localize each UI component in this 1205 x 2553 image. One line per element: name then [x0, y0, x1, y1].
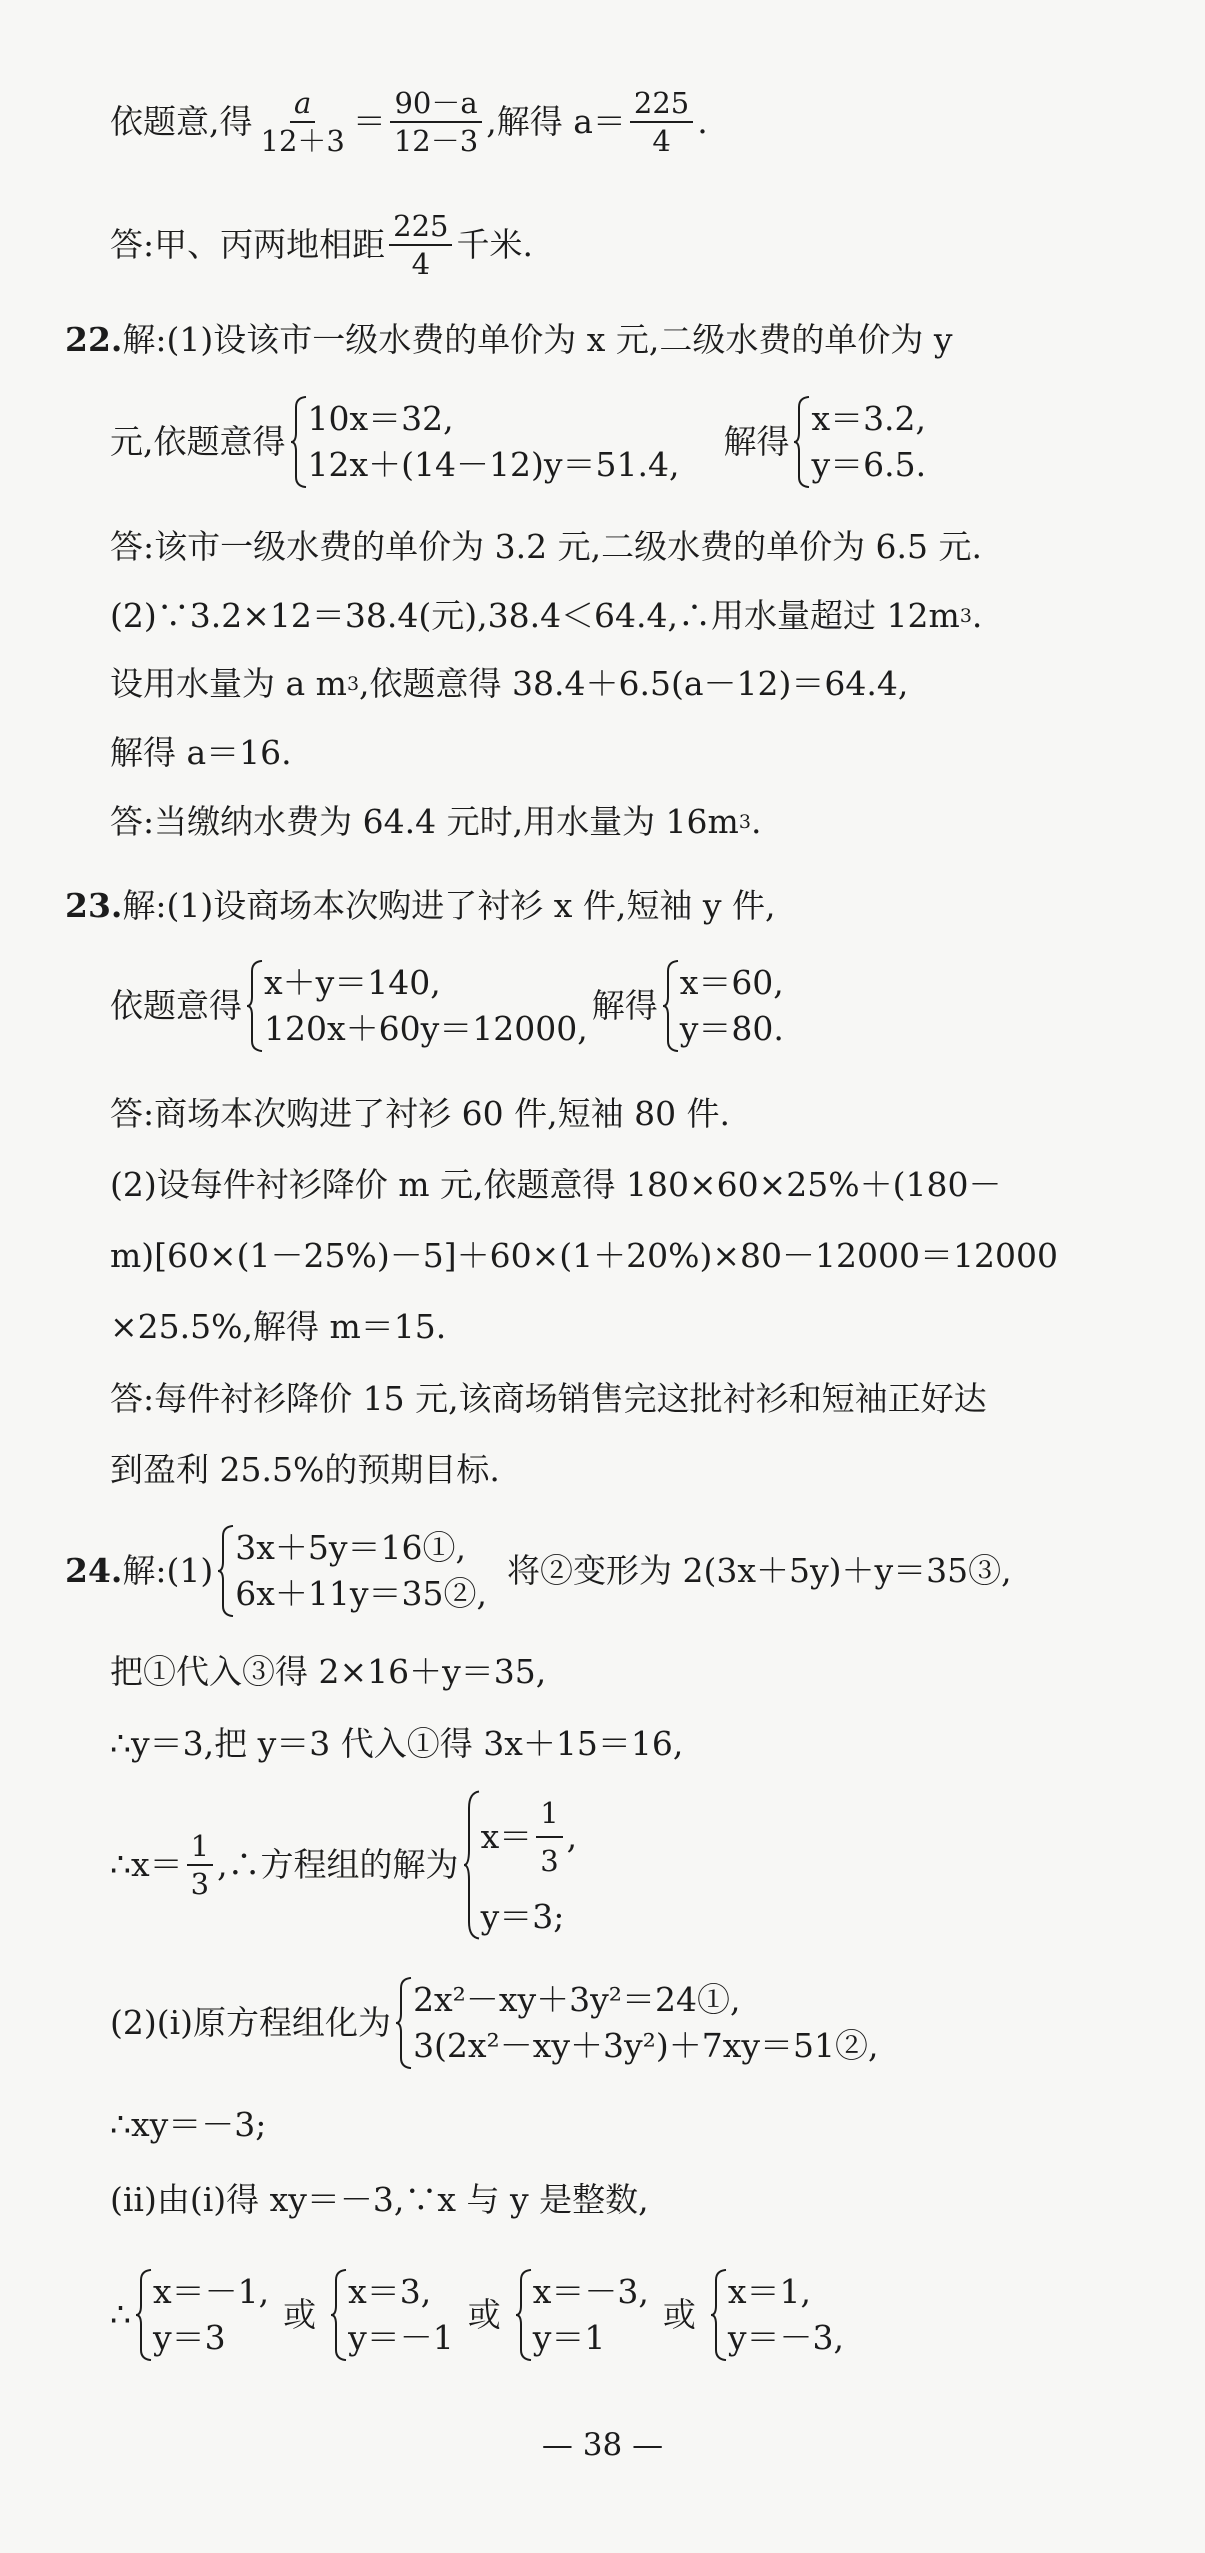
q23-heading: 23. 解:(1)设商场本次购进了衬衫 x 件,短袖 y 件,: [65, 884, 775, 928]
brace-icon: [662, 960, 680, 1052]
q22-line-2: [110, 396, 930, 488]
equation-system: 10x＝32, 12x＋(14－12)y＝51.4,: [290, 396, 680, 488]
question-number: 24.: [65, 1551, 123, 1590]
equation-system: x＝－1, y＝3: [135, 2269, 269, 2361]
text: 元,依题意得: [110, 422, 286, 461]
q23-line-3: 答:商场本次购进了衬衫 60 件,短袖 80 件.: [110, 1094, 731, 1133]
brace-icon: [290, 396, 308, 488]
fraction: $\frac{1}{3}$: [187, 1828, 213, 1902]
q22-line-3: 答:该市一级水费的单价为 3.2 元,二级水费的单价为 6.5 元.: [110, 527, 983, 566]
page-number: — 38 —: [541, 2427, 664, 2463]
equation-system: 2x²－xy＋3y²＝24①, 3(2x²－xy＋3y²)＋7xy＝51②,: [395, 1977, 878, 2069]
text: 答:甲、丙两地相距: [110, 225, 386, 264]
text: ＝: [352, 102, 386, 141]
brace-icon: [395, 1977, 413, 2069]
brace-icon: [135, 2269, 153, 2361]
equation-system: 3x＋5y＝16①, 6x＋11y＝35②,: [217, 1525, 487, 1617]
q22-line-6: 解得 a＝16.: [110, 733, 292, 772]
equation-system: x＝60, y＝80.: [662, 960, 784, 1052]
fraction: $\frac{90-a}{12-3}$: [390, 85, 482, 159]
brace-icon: [793, 396, 811, 488]
fraction: $\frac{225}{4}$: [389, 208, 452, 282]
text: ,解得 a＝: [486, 102, 626, 141]
q24-line-7: (ii)由(i)得 xy＝－3,∵x 与 y 是整数,: [110, 2180, 649, 2219]
q22-line-4: (2)∵3.2×12＝38.4(元),38.4＜64.4,∴用水量超过 12m 3 .: [110, 596, 983, 635]
text: .: [697, 102, 708, 141]
line-2: [110, 208, 533, 282]
equation-system: x＝3.2, y＝6.5.: [793, 396, 926, 488]
fraction: $\frac{a}{12+3}$: [260, 86, 345, 158]
q24-line-4: ∴x＝ $\frac{1}{3}$ ,∴方程组的解为 x＝ $\frac{1}{3}$ , y＝3;: [110, 1790, 581, 1940]
q23-line-2: 依题意得 x＋y＝140, 120x＋60y＝12000, 解得 x＝60, y＝80.: [110, 960, 788, 1052]
equation-system: x＝3, y＝－1: [330, 2269, 454, 2361]
q24-line-2: 把①代入③得 2×16＋y＝35,: [110, 1652, 547, 1691]
q24-heading: 24. 解:(1) 3x＋5y＝16①, 6x＋11y＝35②, 将②变形为 2(3x＋5y)＋y＝35③,: [65, 1525, 1012, 1617]
q22-line-7: 答:当缴纳水费为 64.4 元时,用水量为 16m 3 .: [110, 802, 762, 841]
q22-line-5: 设用水量为 a m 3 ,依题意得 38.4＋6.5(a－12)＝64.4,: [110, 664, 909, 703]
text: 千米.: [456, 225, 533, 264]
brace-icon: [710, 2269, 728, 2361]
equation-system: x＝1, y＝－3,: [710, 2269, 844, 2361]
q23-line-7: 答:每件衬衫降价 15 元,该商场销售完这批衬衫和短袖正好达: [110, 1379, 987, 1418]
q24-line-6: ∴xy＝－3;: [110, 2105, 267, 2144]
equation-system: x＋y＝140, 120x＋60y＝12000,: [246, 960, 588, 1052]
q23-line-6: ×25.5%,解得 m＝15.: [110, 1307, 447, 1346]
question-number: 22.: [65, 320, 123, 359]
q23-line-4: (2)设每件衬衫降价 m 元,依题意得 180×60×25%＋(180－: [110, 1165, 1002, 1204]
q24-line-5: (2)(i)原方程组化为 2x²－xy＋3y²＝24①, 3(2x²－xy＋3y²)＋7xy＝51②,: [110, 1977, 883, 2069]
text: 解得: [723, 422, 790, 461]
q24-line-8: ∴ x＝－1, y＝3 或 x＝3, y＝－1 或 x＝－3, y＝1 或 x＝1, y＝－3,: [110, 2269, 848, 2361]
q23-line-8: 到盈利 25.5%的预期目标.: [110, 1450, 500, 1489]
equation-system: x＝ $\frac{1}{3}$ , y＝3;: [463, 1790, 578, 1940]
brace-icon: [330, 2269, 348, 2361]
brace-icon: [217, 1525, 235, 1617]
text: 解:(1)设该市一级水费的单价为 x 元,二级水费的单价为 y: [122, 320, 953, 359]
brace-icon: [246, 960, 264, 1052]
text: 依题意,得: [110, 102, 253, 141]
q22-heading: [65, 318, 953, 362]
brace-icon: [515, 2269, 533, 2361]
brace-icon: [463, 1790, 481, 1940]
line-1: [110, 85, 708, 159]
fraction: $\frac{225}{4}$: [630, 85, 693, 159]
equation-system: x＝－3, y＝1: [515, 2269, 649, 2361]
q23-line-5: m)[60×(1－25%)－5]＋60×(1＋20%)×80－12000＝12000: [110, 1236, 1058, 1275]
q24-line-3: ∴y＝3,把 y＝3 代入①得 3x＋15＝16,: [110, 1724, 684, 1763]
question-number: 23.: [65, 886, 123, 925]
